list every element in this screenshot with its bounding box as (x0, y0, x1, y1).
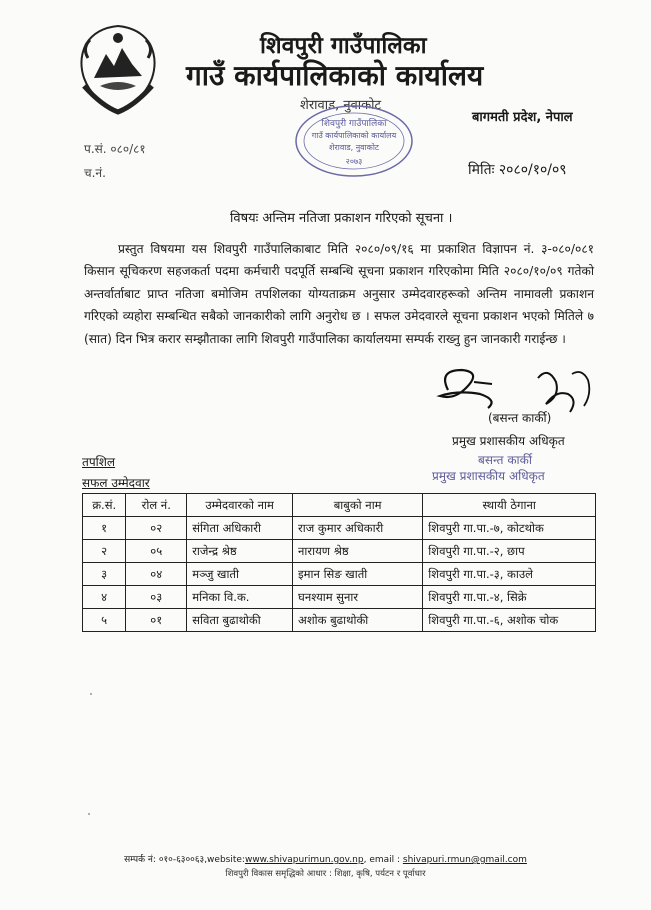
table-row (83, 609, 596, 632)
cell-candidate-name: राजेन्द्र श्रेष्ठ (187, 540, 293, 563)
cell-roll-number: ०१ (126, 609, 187, 632)
signatory-title: प्रमुख प्रशासकीय अधिकृत (452, 434, 565, 448)
cell-candidate-name: संगिता अधिकारी (187, 517, 293, 540)
cell-candidate-name: मञ्जु खाती (187, 563, 293, 586)
notice-subject: विषयः अन्तिम नतिजा प्रकाशन गरिएको सूचना । (230, 211, 453, 226)
cell-candidate-name: सविता बुढाथोकी (187, 609, 293, 632)
website-link[interactable]: www.shivapurimun.gov.np (244, 855, 364, 865)
office-title: गाउँ कार्यपालिकाको कार्यालय (186, 59, 484, 92)
table-header-row (83, 494, 596, 517)
cell-serial: १ (83, 517, 126, 540)
scan-speck (90, 693, 92, 695)
dispatch-number: च.नं. (84, 166, 106, 180)
footer-contact (0, 852, 651, 865)
annex-label: तपशिल (82, 455, 116, 469)
cell-serial: ५ (83, 609, 126, 632)
successful-candidates-table (82, 493, 596, 632)
nepal-emblem-icon (72, 20, 164, 120)
table-row (83, 586, 596, 609)
seal-name: बसन्त कार्की (478, 453, 532, 467)
header-father-name: बाबुको नाम (293, 494, 423, 517)
issue-date: मितिः २०८०/१०/०९ (468, 162, 567, 178)
cell-address: शिवपुरी गा.पा.-४, सिक्रे (423, 586, 596, 609)
scan-speck (88, 813, 90, 815)
cell-roll-number: ०५ (126, 540, 187, 563)
cell-father-name: नारायण श्रेष्ठ (293, 540, 423, 563)
cell-serial: ३ (83, 563, 126, 586)
cell-candidate-name: मनिका वि.क. (187, 586, 293, 609)
cell-serial: ४ (83, 586, 126, 609)
notice-body: प्रस्तुत विषयमा यस शिवपुरी गाउँपालिकाबाट मिति २०८०/०९/१६ मा प्रकाशित विज्ञापन नं. ३-०८०/०८१ किसान सूचिकरण सहजकर्ता पदमा कर्मचारी पदपूर्ति सम्बन्धि सूचना प्रकाशन गरिएकोमा मिति २०८०/१०/०९ गतेको अन्तर्वार्ताबाट प्राप्त नतिजा बमोजिम तपशिलका योग्यताक्रम अनुसार उम्मेदवारहरूको अन्तिम नामावली प्रकाशन गरिएको व्यहोरा सम्बन्धित सबैको जानकारीको लागि अनुरोध छ । सफल उमेदवारले सूचना प्रकाशन भएको मितिले ७ (सात) दिन भित्र करार सम्झौताका लागि शिवपुरी गाउँपालिका कार्यालयमा सम्पर्क राख्नु हुन जानकारी गराईन्छ । (84, 242, 594, 346)
header-address: स्थायी ठेगाना (423, 494, 596, 517)
cell-address: शिवपुरी गा.पा.-३, काउले (423, 563, 596, 586)
table-row (83, 540, 596, 563)
header-roll-number: रोल नं. (126, 494, 187, 517)
table-row (83, 517, 596, 540)
footer-email-prefix: , email : (363, 855, 403, 865)
seal-title: प्रमुख प्रशासकीय अधिकृत (432, 469, 545, 483)
cell-roll-number: ०२ (126, 517, 187, 540)
cell-serial: २ (83, 540, 126, 563)
stamp-year: २०७३ (345, 157, 363, 166)
table-row (83, 563, 596, 586)
cell-roll-number: ०३ (126, 586, 187, 609)
email-link[interactable]: shivapuri.rmun@gmail.com (402, 855, 527, 865)
cell-address: शिवपुरी गा.पा.-२, छाप (423, 540, 596, 563)
table-caption: सफल उम्मेदवार (82, 476, 150, 490)
cell-father-name: अशोक बुढाथोकी (293, 609, 423, 632)
office-stamp (292, 102, 416, 180)
office-place: शेरावाड, नुवाकोट (300, 98, 382, 113)
stamp-line-2: गाउँ कार्यपालिकाको कार्यालय (311, 131, 397, 140)
footer-contact-prefix: सम्पर्क नं: ०१०-६३००६३,website: (124, 855, 245, 865)
stamp-line-1: शिवपुरी गाउँपालिका (321, 119, 387, 129)
cell-address: शिवपुरी गा.पा.-७, कोटथोक (423, 517, 596, 540)
reference-number: प.सं. ०८०/८१ (84, 142, 146, 156)
cell-address: शिवपुरी गा.पा.-६, अशोक चोक (423, 609, 596, 632)
footer-motto: शिवपुरी विकास समृद्धिको आधार : शिक्षा, कृषि, पर्यटन र पूर्वाधार (225, 869, 426, 879)
province-label: बागमती प्रदेश, नेपाल (472, 110, 573, 125)
office-name: शिवपुरी गाउँपालिका (260, 33, 427, 59)
stamp-line-3: शेरावाड, नुवाकोट (329, 143, 379, 152)
cell-father-name: राज कुमार अधिकारी (293, 517, 423, 540)
cell-father-name: घनश्याम सुनार (293, 586, 423, 609)
cell-roll-number: ०४ (126, 563, 187, 586)
header-candidate-name: उम्मेदवारको नाम (187, 494, 293, 517)
header-serial: क्र.सं. (83, 494, 126, 517)
cell-father-name: इमान सिङ खाती (293, 563, 423, 586)
signatory-name: (बसन्त कार्की) (488, 411, 552, 425)
